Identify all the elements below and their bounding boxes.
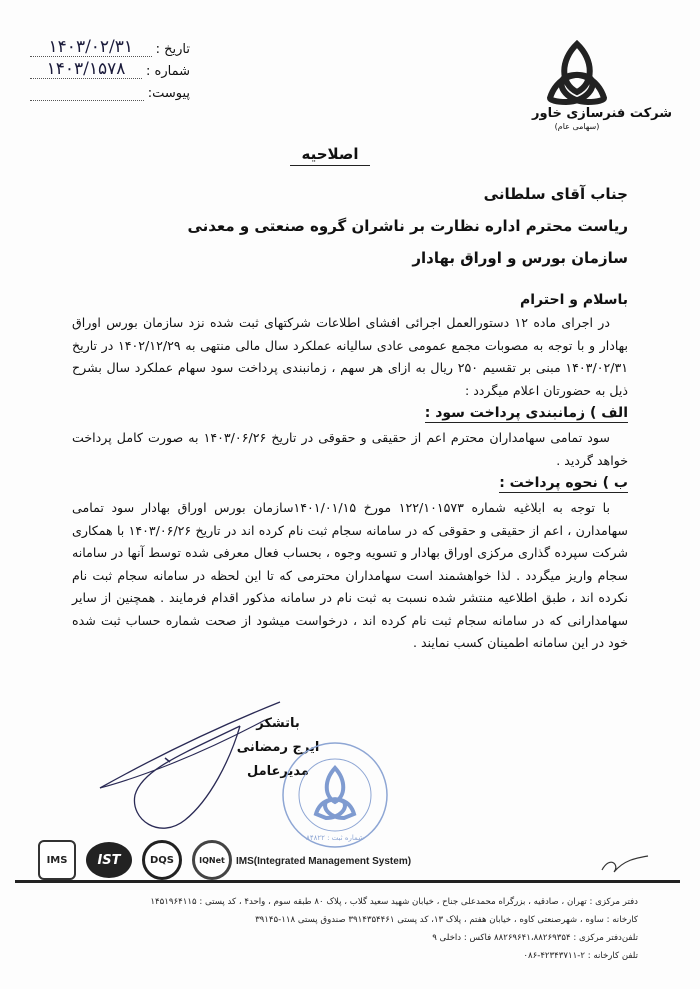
addressee-block — [178, 178, 628, 274]
date-label: تاریخ : — [155, 42, 190, 57]
ims-label: IMS(Integrated Management System) — [236, 856, 412, 867]
section-a-heading: الف ) زمانبندی پرداخت سود : — [424, 405, 628, 421]
signer-name: ایرج رمضانی — [236, 740, 320, 755]
stamp-trefoil-icon — [316, 768, 354, 818]
footer-head-office-address: دفتر مرکزی : تهران ، صادقیه ، بزرگراه محمدعلی جناح ، خیابان شهید سعید گلاب ، پلاک ۸۰ طبقه سوم ، واحد۴ ، کد پستی : ۱۴۵۱۹۶۴۱۱۵ — [150, 897, 638, 907]
cert-badge-iqnet-icon: IQNet — [192, 840, 232, 880]
company-type: (سهامی عام) — [554, 122, 600, 131]
section-a-paragraph: سود تمامی سهامداران محترم اعم از حقیقی و حقوقی در تاریخ ۱۴۰۳/۰۶/۲۶ به صورت کامل پرداخت خواهد گردید . — [72, 430, 628, 468]
section-b-heading: ب ) نحوه پرداخت : — [499, 475, 628, 491]
company-logo — [532, 40, 673, 131]
cert-badge-ims-icon: IMS — [38, 840, 76, 880]
number-row — [30, 57, 190, 79]
date-value: ۱۴۰۳/۰۲/۳۱ — [30, 38, 152, 57]
document-title: اصلاحیه — [290, 145, 370, 166]
date-row — [30, 35, 190, 57]
attachment-value — [30, 100, 144, 101]
trefoil-knot-icon — [542, 40, 612, 106]
stamp-registration: شماره ثبت : ۸۴۸۲۲ — [306, 834, 364, 842]
letter-meta — [30, 35, 190, 101]
addressee-position: ریاست محترم اداره نظارت بر ناشران گروه صنعتی و معدنی — [187, 217, 628, 235]
handwritten-mark — [600, 850, 650, 880]
cert-badge-ist-icon: IST — [86, 842, 132, 878]
attachment-row — [30, 79, 190, 101]
greeting: باسلام و احترام — [520, 292, 628, 308]
letter-body — [72, 292, 628, 655]
footer-factory-address: کارخانه : ساوه ، شهرصنعتی کاوه ، خیابان هفتم ، پلاک ۱۳، کد پستی ۳۹۱۴۳۵۴۴۶۱ صندوق پستی ۱۱۸-۳۹۱۴۵ — [255, 915, 638, 925]
certification-badges — [38, 840, 232, 880]
addressee-organization: سازمان بورس و اوراق بهادار — [412, 249, 628, 267]
intro-paragraph: در اجرای ماده ۱۲ دستورالعمل اجرائی افشای اطلاعات شرکتهای ثبت شده نزد سازمان بورس اوراق بهادار و با توجه به مصوبات مجمع عمومی عادی سالیانه عملکرد سال مالی منتهی به ۱۴۰۲/۱۲/۲۹ در تاریخ ۱۴۰۳/۰۲/۳۱ مبنی بر تقسیم ۲۵۰ ریال به ازای هر سهم ، زمانبندی پرداخت سود سهام عملکرد سال بشرح ذیل به حضورتان اعلام میگردد : — [72, 315, 628, 398]
footer-office-phone: تلفن‌دفتر مرکزی : ۸۸۲۶۹۶۴۱،۸۸۲۶۹۳۵۴ فاکس : داخلی ۹ — [432, 933, 638, 943]
attachment-label: پیوست: — [147, 86, 190, 101]
addressee-name: جناب آقای سلطانی — [483, 185, 628, 203]
company-name: شرکت فنرسازی خاور — [532, 106, 673, 121]
section-b-paragraph: با توجه به ابلاغیه شماره ۱۲۲/۱۰۱۵۷۳ مورخ ۱۴۰۱/۰۱/۱۵سازمان بورس اوراق بهادار سود تمامی سهامدارن ، اعم از حقیقی و حقوقی که در سامانه سجام ثبت نام کرده اند در تاریخ ۱۴۰۳/۰۶/۲۶ با همکاری شرکت سپرده گذاری مرکزی اوراق بهادار و تسویه وجوه ، بحساب فعال معرفی شده توسط آنها در سامانه سجام واریز میگردد . لذا خواهشمند است سهامداران محترمی که تا این لحظه در سامانه سجام ثبت نام نکرده اند ، طبق اطلاعیه منتشر شده نسبت به ثبت نام در سامانه مذکور اقدام فرمایند . همچنین از سایر سهامدارانی که در سامانه سجام ثبت نام کرده اند ، درخواست میشود از صحت شماره حساب ثبت شده خود در این سامانه اطمینان کسب نمایند . — [72, 500, 628, 650]
signer-role: مدیرعامل — [247, 764, 309, 779]
footer-contact — [38, 893, 638, 965]
number-value: ۱۴۰۳/۱۵۷۸ — [30, 60, 142, 79]
number-label: شماره : — [146, 64, 190, 79]
footer-divider — [15, 880, 680, 883]
closing: باتشکر — [256, 716, 300, 731]
cert-badge-dqs-icon: DQS — [142, 840, 182, 880]
footer-factory-phone: تلفن کارخانه : ۲-۴۲۳۴۳۷۱۱-۰۸۶ — [523, 951, 638, 961]
company-stamp — [280, 740, 390, 850]
